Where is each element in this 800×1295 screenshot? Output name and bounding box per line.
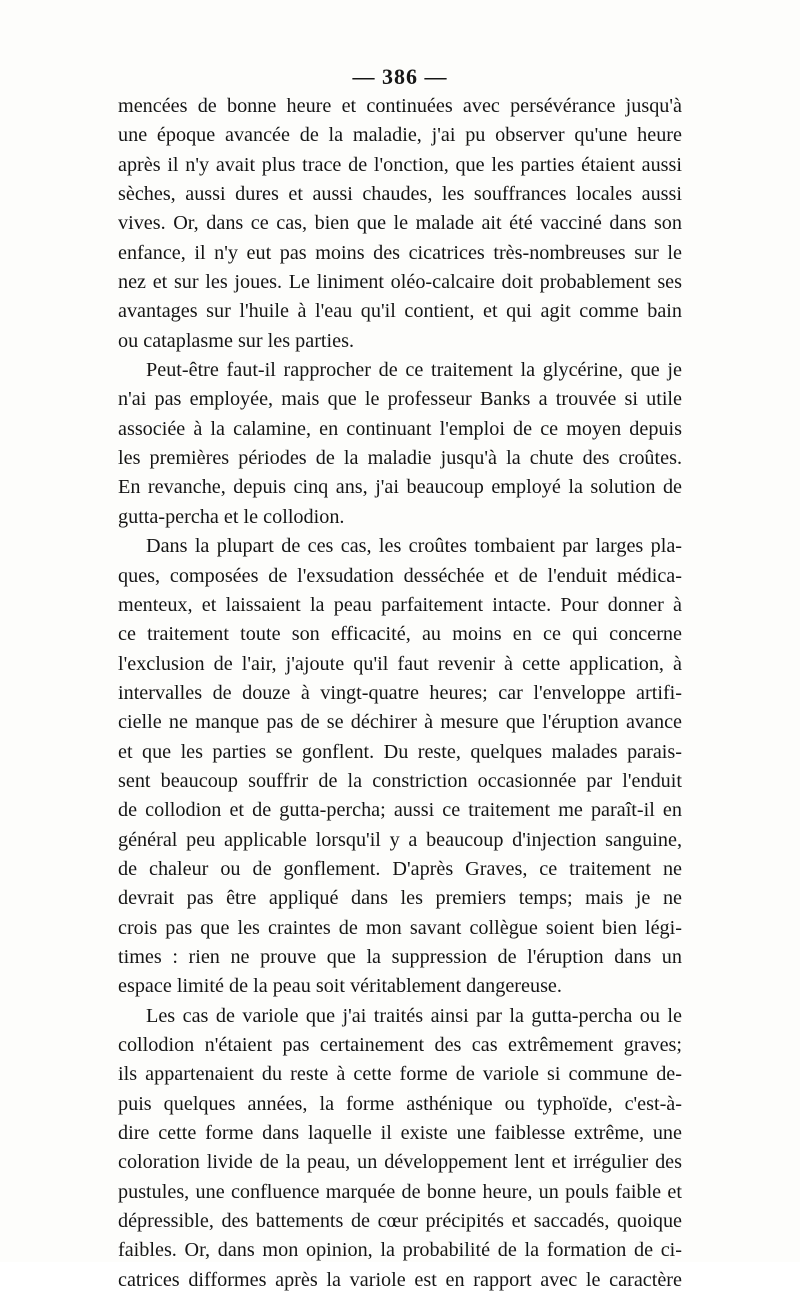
text-line: les premières périodes de la maladie jusqu'à la chute des croûtes. — [118, 447, 682, 470]
text-line: dépressible, des battements de cœur précipités et saccadés, quoique — [118, 1210, 682, 1233]
text-line: avantages sur l'huile à l'eau qu'il contient, et qui agit comme bain — [118, 300, 682, 323]
text-line: sèches, aussi dures et aussi chaudes, les souffrances locales aussi — [118, 183, 682, 206]
text-line: coloration livide de la peau, un développement lent et irrégulier des — [118, 1151, 682, 1174]
text-line: catrices difformes après la variole est en rapport avec le caractère — [118, 1268, 682, 1291]
text-line: enfance, il n'y eut pas moins des cicatrices très-nombreuses sur le — [118, 241, 682, 264]
text-line: devrait pas être appliqué dans les premiers temps; mais je ne — [118, 887, 682, 910]
text-line: times : rien ne prouve que la suppression de l'éruption dans un — [118, 945, 682, 968]
text-line: cielle ne manque pas de se déchirer à mesure que l'éruption avance — [118, 711, 682, 734]
text-line: pustules, une confluence marquée de bonne heure, un pouls faible et — [118, 1180, 682, 1203]
text-line: et que les parties se gonflent. Du reste, quelques malades parais- — [118, 740, 682, 763]
text-line: de chaleur ou de gonflement. D'après Graves, ce traitement ne — [118, 857, 682, 880]
text-line: dire cette forme dans laquelle il existe une faiblesse extrême, une — [118, 1122, 682, 1145]
text-line: n'ai pas employée, mais que le professeur Banks a trouvée si utile — [118, 388, 682, 411]
text-line: Dans la plupart de ces cas, les croûtes tombaient par larges pla- — [146, 535, 682, 558]
text-line: ils appartenaient du reste à cette forme de variole si commune de- — [118, 1063, 682, 1086]
text-line: nez et sur les joues. Le liniment oléo-calcaire doit probablement ses — [118, 271, 682, 294]
text-line: intervalles de douze à vingt-quatre heures; car l'enveloppe artifi- — [118, 681, 682, 704]
text-line: vives. Or, dans ce cas, bien que le malade ait été vacciné dans son — [118, 212, 682, 235]
text-line: de collodion et de gutta-percha; aussi ce traitement me paraît-il en — [118, 799, 682, 822]
text-line: après il n'y avait plus trace de l'onction, que les parties étaient aussi — [118, 153, 682, 176]
text-line: Les cas de variole que j'ai traités ainsi par la gutta-percha ou le — [146, 1004, 682, 1027]
text-line: menteux, et laissaient la peau parfaitement intacte. Pour donner à — [118, 593, 682, 616]
text-line: En revanche, depuis cinq ans, j'ai beaucoup employé la solution de — [118, 476, 682, 499]
text-line: puis quelques années, la forme asthénique ou typhoïde, c'est-à- — [118, 1092, 682, 1115]
text-line: associée à la calamine, en continuant l'emploi de ce moyen depuis — [118, 417, 682, 440]
body-text — [118, 92, 682, 1295]
text-line: collodion n'étaient pas certainement des cas extrêmement graves; — [118, 1034, 682, 1056]
text-line: une époque avancée de la maladie, j'ai pu observer qu'une heure — [118, 124, 682, 147]
text-line: mencées de bonne heure et continuées avec persévérance jusqu'à — [118, 95, 682, 117]
text-line: l'exclusion de l'air, j'ajoute qu'il faut revenir à cette application, à — [118, 652, 682, 675]
text-line: espace limité de la peau soit véritablement dangereuse. — [118, 975, 562, 998]
text-line: crois pas que les craintes de mon savant collègue soient bien légi- — [118, 916, 682, 939]
text-line: ques, composées de l'exsudation desséchée et de l'enduit médica- — [118, 564, 682, 587]
text-line: général peu applicable lorsqu'il y a beaucoup d'injection sanguine, — [118, 828, 682, 851]
text-line: gutta-percha et le collodion. — [118, 505, 345, 528]
page-number: — 386 — — [352, 64, 448, 89]
text-line: ce traitement toute son efficacité, au moins en ce qui concerne — [118, 623, 682, 646]
text-line: faibles. Or, dans mon opinion, la probabilité de la formation de ci- — [118, 1239, 682, 1262]
text-line: Peut-être faut-il rapprocher de ce traitement la glycérine, que je — [146, 359, 682, 382]
text-line: ou cataplasme sur les parties. — [118, 329, 355, 352]
text-line: sent beaucoup souffrir de la constriction occasionnée par l'enduit — [118, 769, 682, 792]
